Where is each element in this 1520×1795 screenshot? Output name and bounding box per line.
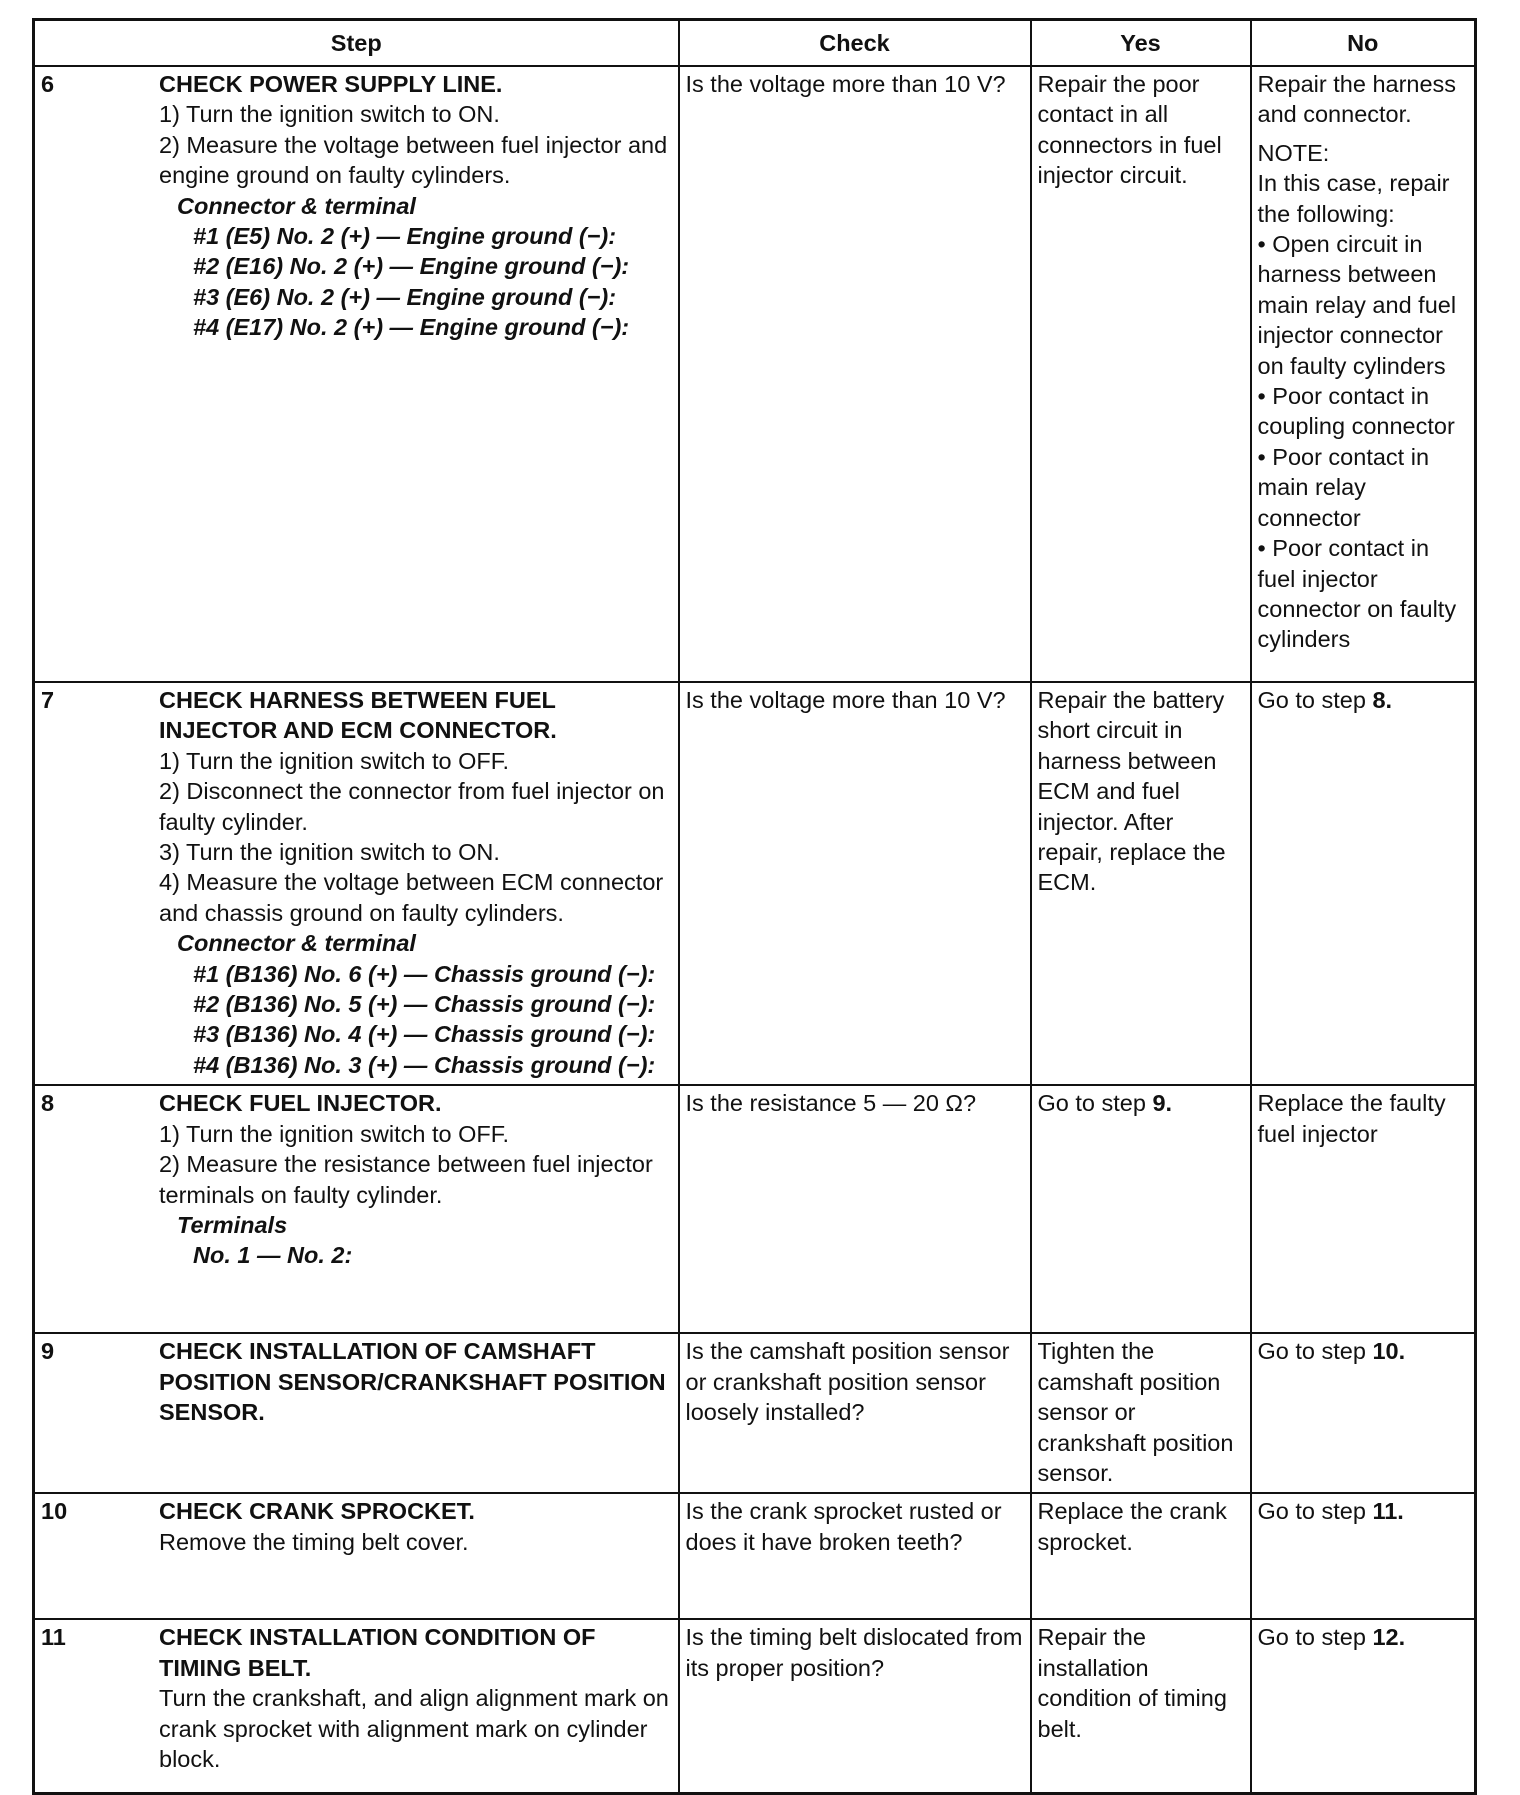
no-cell: Replace the faulty fuel injector [1251, 1085, 1476, 1333]
terminal-label: Terminals [177, 1211, 288, 1238]
yes-cell: Repair the battery short circuit in harness between ECM and fuel injector. After repair, replace the ECM. [1031, 682, 1251, 1085]
table-header-row [34, 20, 1476, 67]
step-cell [34, 66, 679, 682]
goto-prefix: Go to step [1257, 687, 1373, 713]
check-cell: Is the camshaft position sensor or crankshaft position sensor loosely installed? [679, 1333, 1031, 1493]
step-number: 11 [41, 1624, 66, 1651]
step-line: Remove the timing belt cover. [159, 1528, 469, 1555]
step-line: 2) Measure the voltage between fuel injector and engine ground on faulty cylinders. [159, 131, 668, 189]
no-cell [1251, 66, 1476, 682]
table-row [34, 1333, 1476, 1493]
header-check: Check [679, 20, 1031, 67]
step-line: 1) Turn the ignition switch to ON. [159, 101, 500, 128]
step-cell [34, 1085, 679, 1333]
no-cell [1251, 1619, 1476, 1794]
step-line: 2) Disconnect the connector from fuel injector on faulty cylinder. [159, 778, 665, 835]
step-number: 8 [41, 1090, 55, 1117]
goto-prefix: Go to step [1037, 1090, 1153, 1117]
yes-cell: Repair the installation condition of timing belt. [1031, 1619, 1251, 1794]
check-cell: Is the resistance 5 — 20 Ω? [679, 1085, 1031, 1333]
no-cell [1251, 1493, 1476, 1619]
step-cell [34, 1333, 679, 1493]
terminal-item: #1 (B136) No. 6 (+) — Chassis ground (−): [193, 960, 656, 987]
no-text: Repair the harness and connector. [1257, 71, 1457, 128]
no-cell [1251, 682, 1476, 1085]
step-line: 1) Turn the ignition switch to OFF. [159, 747, 510, 774]
goto-step: 10. [1372, 1338, 1406, 1365]
step-title: CHECK POWER SUPPLY LINE. [159, 71, 503, 97]
goto-step: 9. [1152, 1090, 1173, 1117]
step-title: CHECK CRANK SPROCKET. [159, 1498, 475, 1525]
terminal-item: #2 (B136) No. 5 (+) — Chassis ground (−): [193, 991, 656, 1018]
check-cell: Is the voltage more than 10 V? [679, 682, 1031, 1085]
diagnostic-page [32, 18, 1474, 1795]
step-title: CHECK INSTALLATION OF CAMSHAFT POSITION SENSOR/CRANKSHAFT POSITION SENSOR. [159, 1338, 666, 1426]
no-cell [1251, 1333, 1476, 1493]
terminal-item: No. 1 — No. 2: [193, 1242, 353, 1269]
note-bullet: • Poor contact in fuel injector connector on faulty cylinders [1258, 533, 1469, 655]
note-heading: NOTE: [1257, 139, 1330, 166]
step-line: 3) Turn the ignition switch to ON. [159, 839, 500, 866]
note-text: In this case, repair the following: [1257, 170, 1450, 227]
step-title: CHECK FUEL INJECTOR. [159, 1090, 442, 1117]
terminal-item: #1 (E5) No. 2 (+) — Engine ground (−): [193, 223, 617, 250]
table-row [34, 1085, 1476, 1333]
terminal-item: #4 (E17) No. 2 (+) — Engine ground (−): [193, 314, 630, 341]
table-row [34, 66, 1476, 682]
step-number: 9 [41, 1338, 55, 1365]
table-row [34, 1493, 1476, 1619]
diagnostic-table [32, 18, 1477, 1795]
goto-step: 11. [1372, 1498, 1404, 1525]
terminal-label: Connector & terminal [177, 192, 416, 219]
table-row [34, 682, 1476, 1085]
terminal-item: #2 (E16) No. 2 (+) — Engine ground (−): [193, 253, 630, 280]
step-cell [34, 1619, 679, 1794]
yes-cell: Repair the poor contact in all connectors in fuel injector circuit. [1031, 66, 1251, 682]
step-cell [34, 1493, 679, 1619]
goto-step: 12. [1372, 1624, 1406, 1651]
yes-cell [1031, 1085, 1251, 1333]
terminal-item: #4 (B136) No. 3 (+) — Chassis ground (−): [193, 1051, 656, 1078]
header-no: No [1251, 20, 1476, 67]
note-bullet: • Poor contact in coupling connector [1258, 381, 1469, 442]
check-cell: Is the timing belt dislocated from its proper position? [679, 1619, 1031, 1794]
step-title: CHECK HARNESS BETWEEN FUEL INJECTOR AND ECM CONNECTOR. [159, 687, 557, 744]
step-line: 1) Turn the ignition switch to OFF. [159, 1120, 510, 1147]
step-number: 6 [41, 71, 55, 97]
yes-cell: Tighten the camshaft position sensor or crankshaft position sensor. [1031, 1333, 1251, 1493]
step-number: 10 [41, 1498, 68, 1525]
table-row [34, 1619, 1476, 1794]
note-bullet: • Open circuit in harness between main relay and fuel injector connector on faulty cylinders [1258, 229, 1469, 381]
yes-cell: Replace the crank sprocket. [1031, 1493, 1251, 1619]
check-cell: Is the voltage more than 10 V? [679, 66, 1031, 682]
step-title: CHECK INSTALLATION CONDITION OF TIMING BELT. [159, 1624, 596, 1681]
step-cell [34, 682, 679, 1085]
step-line: 2) Measure the resistance between fuel injector terminals on faulty cylinder. [159, 1151, 653, 1208]
step-number: 7 [41, 687, 55, 713]
note-bullet: • Poor contact in main relay connector [1258, 442, 1469, 533]
header-yes: Yes [1031, 20, 1251, 67]
goto-step: 8. [1372, 687, 1393, 713]
terminal-item: #3 (B136) No. 4 (+) — Chassis ground (−): [193, 1021, 656, 1048]
terminal-label: Connector & terminal [177, 930, 416, 957]
goto-prefix: Go to step [1257, 1624, 1373, 1651]
goto-prefix: Go to step [1257, 1338, 1373, 1365]
terminal-item: #3 (E6) No. 2 (+) — Engine ground (−): [193, 283, 617, 310]
goto-prefix: Go to step [1257, 1498, 1373, 1525]
header-step: Step [34, 20, 679, 67]
step-line: Turn the crankshaft, and align alignment mark on crank sprocket with alignment mark on cylinder block. [159, 1685, 669, 1772]
step-line: 4) Measure the voltage between ECM connector and chassis ground on faulty cylinders. [159, 869, 664, 926]
check-cell: Is the crank sprocket rusted or does it have broken teeth? [679, 1493, 1031, 1619]
